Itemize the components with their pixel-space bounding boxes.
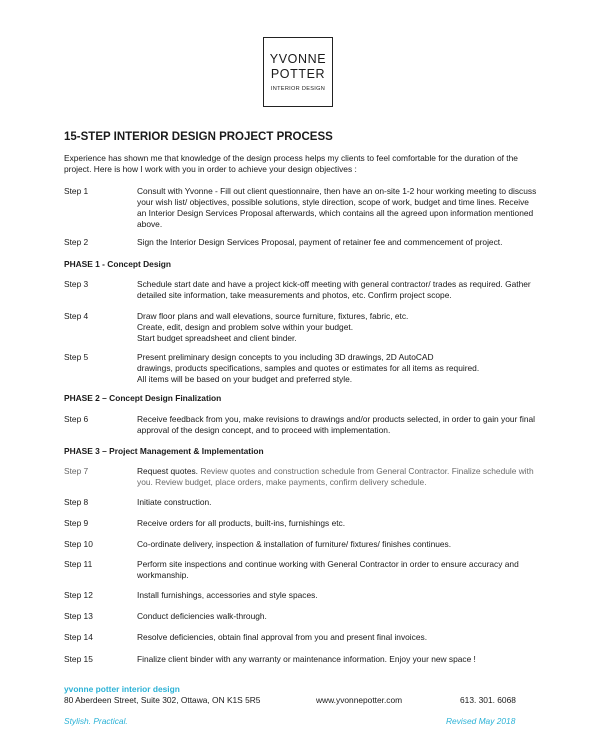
step-text-part: Request quotes. (137, 466, 198, 476)
step-text: Receive orders for all products, built-ins, furnishings etc. (137, 518, 346, 528)
step-text-line: Present preliminary design concepts to you including 3D drawings, 2D AutoCAD (137, 352, 434, 362)
logo-line-2: POTTER (270, 67, 326, 81)
step-label: Step 5 (64, 352, 89, 362)
step-label: Step 2 (64, 237, 89, 247)
step-label: Step 10 (64, 539, 93, 549)
phase-heading: PHASE 2 – Concept Design Finalization (64, 393, 222, 403)
step-text: Initiate construction. (137, 497, 212, 507)
phase-heading: PHASE 1 - Concept Design (64, 259, 172, 269)
step-text: Consult with Yvonne - Fill out client questionnaire, then have an on-site 1-2 hour working meeting to discuss your wish list/ objectives, possible solutions, style direction, scope of work, budget and time lines. Receive an Interior Design Services Proposal afterwards, which contains all the agreed upon information mentioned above. (137, 186, 537, 229)
step-text: Finalize client binder with any warranty or maintenance information. Enjoy your new space ! (137, 654, 476, 664)
step-text-line: All items will be based on your budget and preferred style. (137, 374, 353, 384)
step-text: Conduct deficiencies walk-through. (137, 611, 267, 621)
step-label: Step 6 (64, 414, 89, 424)
step-label: Step 8 (64, 497, 89, 507)
step-label: Step 15 (64, 654, 93, 664)
step-label: Step 12 (64, 590, 93, 600)
logo (263, 37, 333, 107)
step-text: Co-ordinate delivery, inspection & installation of furniture/ fixtures/ finishes continues. (137, 539, 452, 549)
step-label: Step 3 (64, 279, 89, 289)
step-label: Step 14 (64, 632, 93, 642)
logo-line-1: YVONNE (269, 52, 327, 66)
step-text (137, 466, 537, 488)
step-text-line: Draw floor plans and wall elevations, source furniture, fixtures, fabric, etc. (137, 311, 409, 321)
step-label: Step 7 (64, 466, 89, 476)
step-label: Step 4 (64, 311, 89, 321)
footer-website-link[interactable]: www.yvonnepotter.com (316, 695, 403, 705)
footer-phone: 613. 301. 6068 (460, 695, 516, 705)
step-label: Step 1 (64, 186, 89, 196)
step-text: Install furnishings, accessories and style spaces. (137, 590, 318, 600)
step-text-line: drawings, products specifications, samples and quotes or estimates for all items as required. (137, 363, 480, 373)
step-text-line: Start budget spreadsheet and client binder. (137, 333, 297, 343)
footer-address: 80 Aberdeen Street, Suite 302, Ottawa, ON K1S 5R5 (64, 695, 261, 705)
step-label: Step 9 (64, 518, 89, 528)
logo-line-3: INTERIOR DESIGN (270, 86, 326, 92)
step-text: Resolve deficiencies, obtain final approval from you and present final invoices. (137, 632, 428, 642)
footer-revised-date: Revised May 2018 (446, 716, 516, 726)
step-text (137, 352, 537, 385)
step-label: Step 11 (64, 559, 93, 569)
footer-tagline: Stylish. Practical. (64, 716, 128, 726)
step-text-part: Review quotes and construction schedule from General Contractor. Finalize schedule with you. Review budget, place orders, make payments, confirm delivery schedule. (137, 466, 534, 487)
step-text: Perform site inspections and continue working with General Contractor in order to ensure accuracy and workmanship. (137, 559, 519, 580)
step-text (137, 311, 537, 344)
step-label: Step 13 (64, 611, 93, 621)
step-text: Sign the Interior Design Services Proposal, payment of retainer fee and commencement of project. (137, 237, 503, 247)
step-text-line: Create, edit, design and problem solve within your budget. (137, 322, 354, 332)
page-title: 15-STEP INTERIOR DESIGN PROJECT PROCESS (64, 131, 333, 143)
step-text: Schedule start date and have a project kick-off meeting with general contractor/ trades as required. Gather detailed site information, take measurements and photos, etc. Confirm project scope. (137, 279, 531, 300)
intro-paragraph: Experience has shown me that knowledge of the design process helps my clients to feel comfortable for the duration of the project. Here is how I work with you in order to achieve your design objectives : (64, 153, 518, 174)
step-text: Receive feedback from you, make revisions to drawings and/or products selected, in order to gain your final approval of the design concept, and to proceed with implementation. (137, 414, 536, 435)
phase-heading: PHASE 3 – Project Management & Implementation (64, 446, 264, 456)
footer-brand: yvonne potter interior design (64, 684, 180, 694)
